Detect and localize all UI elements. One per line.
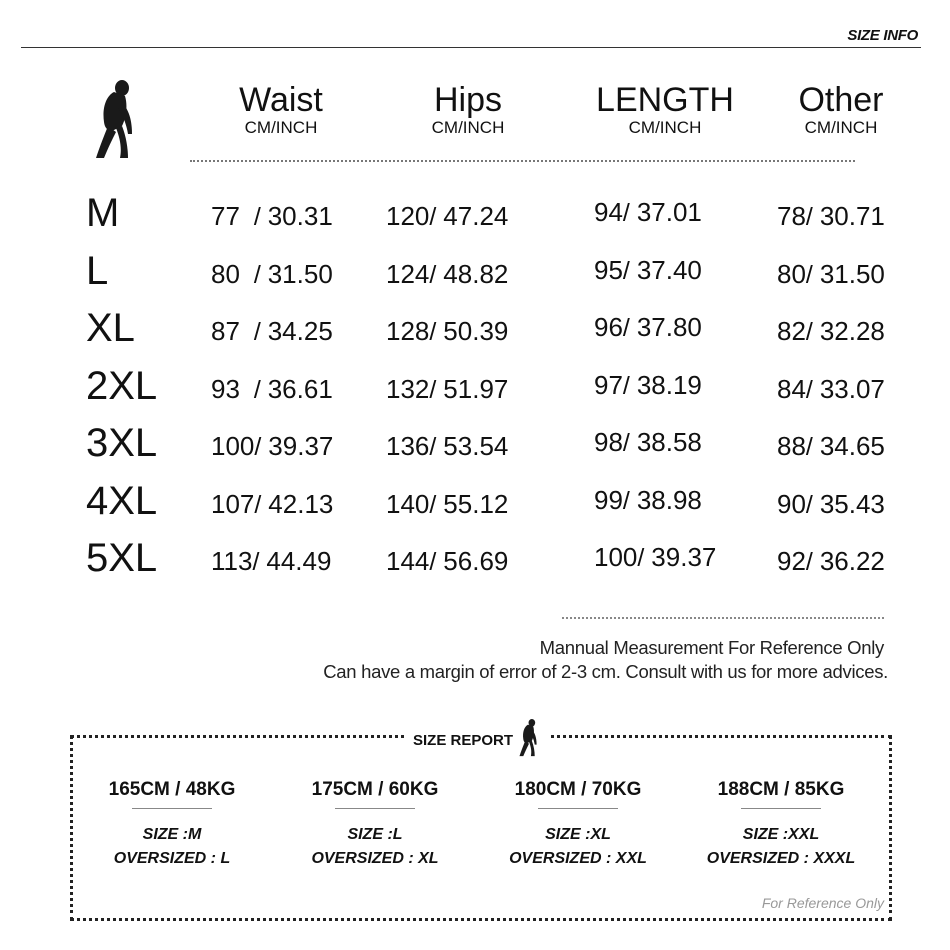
report-oversized: OVERSIZED : XXL bbox=[509, 850, 647, 867]
other-cell bbox=[777, 489, 885, 520]
hips-cm-value: 144 bbox=[386, 546, 430, 576]
other-cell bbox=[777, 546, 885, 577]
report-entry bbox=[280, 778, 470, 871]
value-separator: / bbox=[429, 433, 444, 461]
report-divider bbox=[741, 808, 821, 809]
report-size: SIZE :XL bbox=[545, 826, 611, 843]
value-separator: / bbox=[252, 548, 267, 576]
header-dotted-divider bbox=[190, 160, 855, 162]
waist-cm-value: 113 bbox=[211, 546, 253, 576]
other-cell bbox=[777, 259, 885, 290]
size-label: 5XL bbox=[86, 536, 158, 580]
note-dotted-divider bbox=[562, 617, 884, 619]
hips-inch-value: 50.39 bbox=[443, 316, 509, 346]
hips-inch-value: 53.54 bbox=[443, 431, 509, 461]
value-separator: / bbox=[239, 318, 268, 346]
hips-inch-value: 51.97 bbox=[443, 373, 509, 404]
waist-cm-value: 87 bbox=[211, 316, 240, 346]
report-measurement: 180CM / 70KG bbox=[514, 779, 642, 800]
size-report-label: SIZE REPORT bbox=[413, 732, 514, 749]
hips-cell bbox=[386, 201, 508, 232]
other-cm-value: 82 bbox=[777, 316, 806, 346]
length-inch-value: 38.19 bbox=[636, 369, 702, 400]
other-inch-value: 36.22 bbox=[819, 546, 885, 576]
other-cell bbox=[777, 201, 885, 232]
other-inch-value: 35.43 bbox=[819, 488, 885, 519]
waist-cell bbox=[211, 374, 333, 405]
report-measurement: 188CM / 85KG bbox=[717, 779, 845, 800]
reference-only-note: For Reference Only bbox=[761, 895, 884, 911]
hips-cell bbox=[386, 374, 508, 405]
report-measurement: 175CM / 60KG bbox=[311, 779, 439, 800]
length-inch-value: 38.58 bbox=[636, 427, 702, 457]
waist-cell bbox=[211, 546, 331, 577]
value-separator: / bbox=[429, 548, 444, 576]
value-separator: / bbox=[429, 490, 444, 519]
report-oversized: OVERSIZED : XL bbox=[311, 850, 439, 867]
hips-cell bbox=[386, 259, 508, 290]
value-separator: / bbox=[239, 260, 268, 289]
report-entry bbox=[77, 778, 267, 871]
hips-inch-value: 55.12 bbox=[443, 488, 509, 519]
waist-inch-value: 34.25 bbox=[267, 316, 333, 346]
other-inch-value: 33.07 bbox=[819, 373, 885, 404]
report-size: SIZE :L bbox=[347, 826, 403, 843]
other-inch-value: 30.71 bbox=[819, 201, 885, 231]
length-cm-value: 94 bbox=[594, 197, 623, 227]
other-cm-value: 88 bbox=[777, 431, 806, 461]
size-label: 4XL bbox=[86, 478, 158, 523]
value-separator: / bbox=[637, 544, 652, 572]
waist-inch-value: 30.31 bbox=[267, 201, 333, 231]
size-info-label: SIZE INFO bbox=[847, 27, 918, 44]
value-separator: / bbox=[805, 318, 820, 346]
length-inch-value: 39.37 bbox=[651, 542, 717, 572]
length-cm-value: 99 bbox=[594, 484, 623, 515]
hips-inch-value: 56.69 bbox=[443, 546, 509, 576]
waist-cell bbox=[211, 201, 333, 232]
length-inch-value: 37.01 bbox=[636, 197, 702, 227]
report-entry bbox=[686, 778, 876, 871]
size-label: 3XL bbox=[86, 421, 158, 465]
waist-inch-value: 44.49 bbox=[266, 546, 332, 576]
value-separator: / bbox=[805, 490, 820, 519]
value-separator: / bbox=[622, 256, 637, 285]
column-unit: CM/INCH bbox=[628, 118, 702, 137]
column-title: Other bbox=[798, 81, 884, 119]
size-report-title bbox=[405, 718, 549, 758]
hips-inch-value: 48.82 bbox=[443, 258, 509, 289]
hips-cell bbox=[386, 489, 508, 520]
waist-cm-value: 77 bbox=[211, 201, 240, 231]
hips-cell bbox=[386, 316, 508, 347]
value-separator: / bbox=[429, 318, 444, 346]
waist-cell bbox=[211, 431, 333, 462]
length-cell bbox=[594, 485, 702, 516]
margin-note: Can have a margin of error of 2-3 cm. Consult with us for more advices. bbox=[323, 661, 888, 682]
other-inch-value: 32.28 bbox=[819, 316, 885, 346]
value-separator: / bbox=[622, 314, 637, 342]
hips-cell bbox=[386, 431, 508, 462]
length-inch-value: 38.98 bbox=[636, 484, 702, 515]
value-separator: / bbox=[429, 375, 444, 404]
value-separator: / bbox=[239, 375, 268, 404]
column-unit: CM/INCH bbox=[804, 118, 878, 137]
other-cell bbox=[777, 316, 885, 347]
value-separator: / bbox=[429, 203, 444, 231]
value-separator: / bbox=[254, 490, 269, 519]
length-inch-value: 37.40 bbox=[636, 254, 702, 285]
value-separator: / bbox=[622, 486, 637, 515]
value-separator: / bbox=[805, 203, 820, 231]
size-label: L bbox=[86, 248, 109, 293]
report-measurement: 165CM / 48KG bbox=[108, 779, 236, 800]
report-size: SIZE :M bbox=[142, 826, 202, 843]
other-cm-value: 84 bbox=[777, 373, 806, 404]
size-label: M bbox=[86, 191, 120, 235]
value-separator: / bbox=[805, 375, 820, 404]
hips-cm-value: 136 bbox=[386, 431, 430, 461]
length-inch-value: 37.80 bbox=[636, 312, 702, 342]
size-label: 2XL bbox=[86, 363, 158, 408]
waist-cm-value: 93 bbox=[211, 373, 240, 404]
waist-cm-value: 107 bbox=[211, 488, 255, 519]
length-cell bbox=[594, 312, 702, 343]
length-cell bbox=[594, 255, 702, 286]
other-cm-value: 78 bbox=[777, 201, 806, 231]
value-separator: / bbox=[239, 203, 268, 231]
ape-figure-icon bbox=[92, 78, 140, 162]
hips-cell bbox=[386, 546, 508, 577]
other-cm-value: 90 bbox=[777, 488, 806, 519]
length-cm-value: 100 bbox=[594, 542, 638, 572]
hips-cm-value: 128 bbox=[386, 316, 430, 346]
column-header-length bbox=[585, 80, 745, 138]
value-separator: / bbox=[622, 199, 637, 227]
column-header-other bbox=[761, 80, 921, 138]
value-separator: / bbox=[805, 433, 820, 461]
waist-cell bbox=[211, 259, 333, 290]
report-divider bbox=[335, 808, 415, 809]
column-title: Hips bbox=[433, 81, 503, 119]
column-title: Waist bbox=[239, 81, 323, 119]
report-oversized: OVERSIZED : L bbox=[113, 850, 231, 867]
value-separator: / bbox=[805, 548, 820, 576]
length-cm-value: 97 bbox=[594, 369, 623, 400]
length-cm-value: 98 bbox=[594, 427, 623, 457]
waist-cell bbox=[211, 316, 333, 347]
other-cm-value: 80 bbox=[777, 258, 806, 289]
measurement-note: Mannual Measurement For Reference Only bbox=[539, 637, 884, 658]
hips-cm-value: 132 bbox=[386, 373, 430, 404]
length-cm-value: 95 bbox=[594, 254, 623, 285]
value-separator: / bbox=[429, 260, 444, 289]
hips-cm-value: 120 bbox=[386, 201, 430, 231]
report-entry bbox=[483, 778, 673, 871]
hips-inch-value: 47.24 bbox=[443, 201, 509, 231]
value-separator: / bbox=[622, 371, 637, 400]
waist-cell bbox=[211, 489, 333, 520]
value-separator: / bbox=[805, 260, 820, 289]
value-separator: / bbox=[254, 433, 269, 461]
report-divider bbox=[538, 808, 618, 809]
column-unit: CM/INCH bbox=[431, 118, 505, 137]
report-divider bbox=[132, 808, 212, 809]
value-separator: / bbox=[622, 429, 637, 457]
ape-figure-icon bbox=[517, 718, 541, 758]
length-cell bbox=[594, 197, 702, 228]
other-cell bbox=[777, 431, 885, 462]
waist-inch-value: 36.61 bbox=[267, 373, 333, 404]
length-cm-value: 96 bbox=[594, 312, 623, 342]
column-unit: CM/INCH bbox=[244, 118, 318, 137]
report-oversized: OVERSIZED : XXXL bbox=[706, 850, 856, 867]
length-cell bbox=[594, 427, 702, 458]
column-header-hips bbox=[388, 80, 548, 138]
report-size: SIZE :XXL bbox=[742, 826, 820, 843]
hips-cm-value: 124 bbox=[386, 258, 430, 289]
waist-inch-value: 42.13 bbox=[268, 488, 334, 519]
other-cm-value: 92 bbox=[777, 546, 806, 576]
waist-cm-value: 80 bbox=[211, 258, 240, 289]
other-inch-value: 31.50 bbox=[819, 258, 885, 289]
waist-cm-value: 100 bbox=[211, 431, 255, 461]
length-cell bbox=[594, 542, 716, 573]
other-cell bbox=[777, 374, 885, 405]
other-inch-value: 34.65 bbox=[819, 431, 885, 461]
column-header-waist bbox=[201, 80, 361, 138]
hips-cm-value: 140 bbox=[386, 488, 430, 519]
size-label: XL bbox=[86, 306, 135, 350]
column-title: LENGTH bbox=[596, 81, 734, 119]
length-cell bbox=[594, 370, 702, 401]
header-divider bbox=[21, 47, 921, 48]
waist-inch-value: 39.37 bbox=[268, 431, 334, 461]
waist-inch-value: 31.50 bbox=[267, 258, 333, 289]
